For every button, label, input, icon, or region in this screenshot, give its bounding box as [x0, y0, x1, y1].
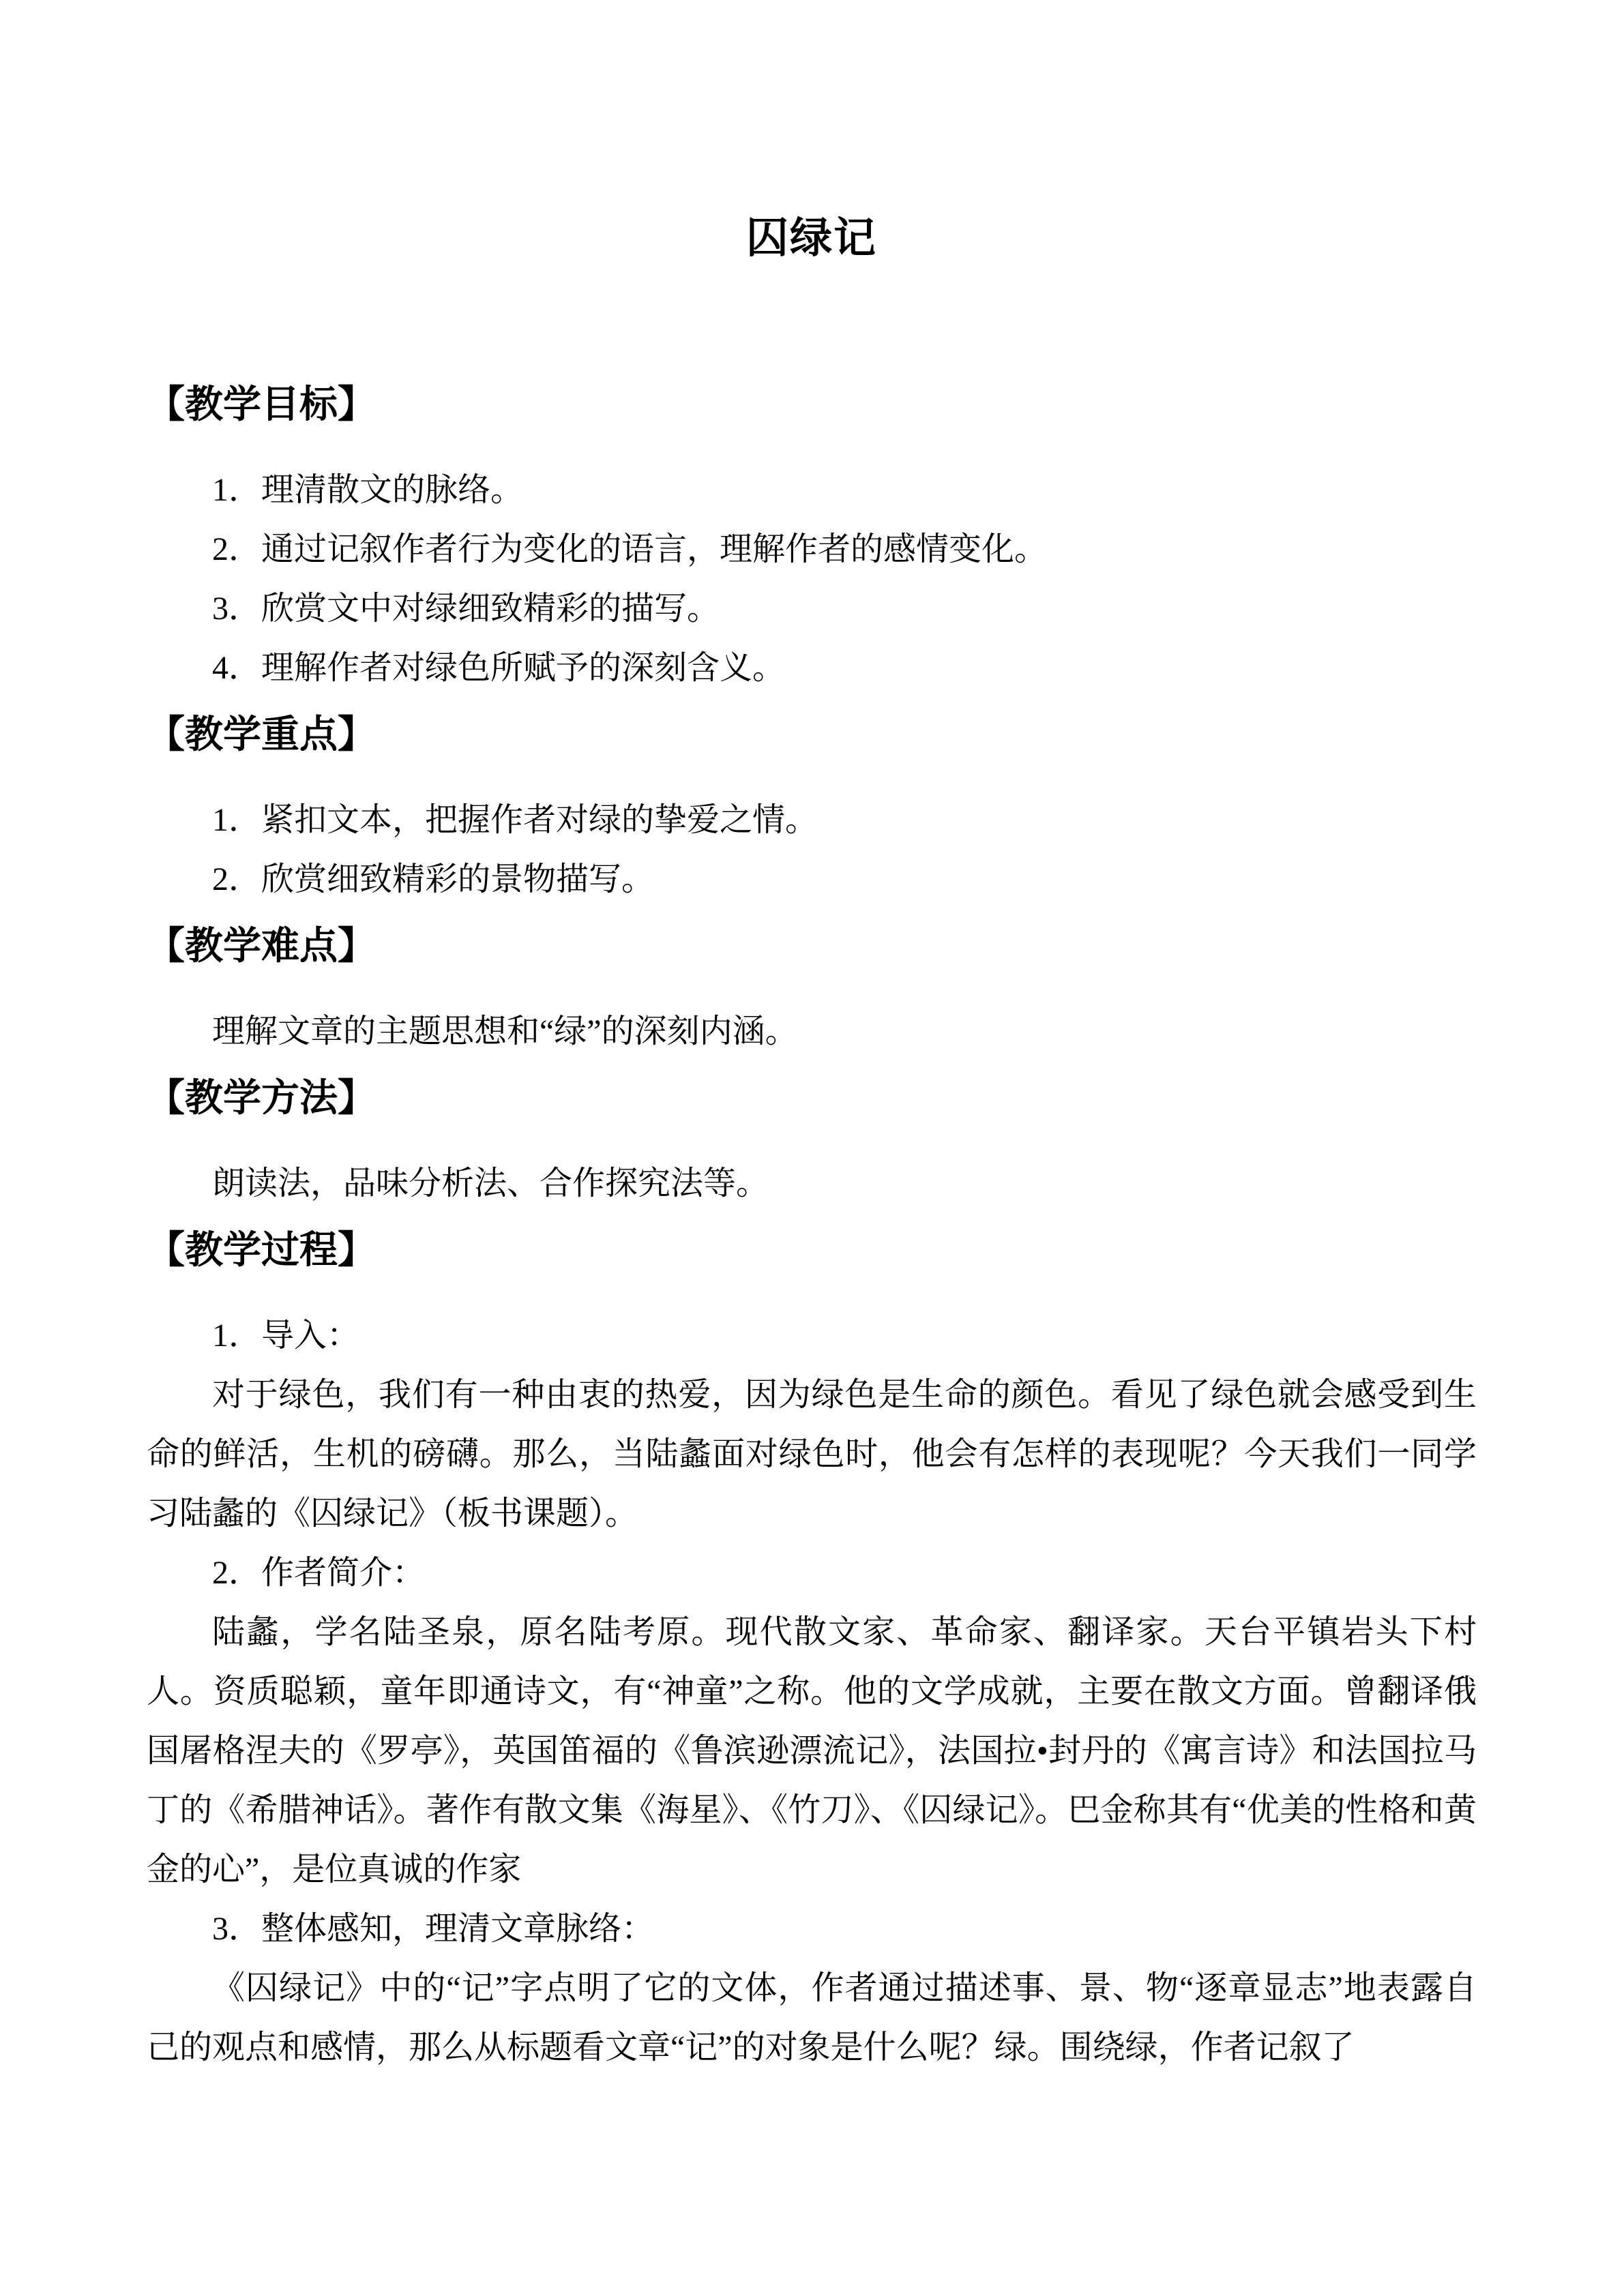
- objective-item-3: 3．欣赏文中对绿细致精彩的描写。: [212, 591, 720, 627]
- process-step-1-label: 1．导入：: [212, 1317, 360, 1354]
- process-step-3-label: 3．整体感知，理清文章脉络：: [212, 1911, 655, 1947]
- method-paragraph: 朗读法，品味分析法、合作探究法等。: [212, 1165, 769, 1202]
- objective-item-4: 4．理解作者对绿色所赋予的深刻含义。: [212, 650, 786, 686]
- focus-item-1: 1．紧扣文本，把握作者对绿的挚爱之情。: [212, 802, 818, 838]
- section-heading-focus: 【教学重点】: [147, 714, 376, 756]
- section-teaching-difficulty: [147, 916, 1477, 1061]
- section-teaching-process: [147, 1220, 1477, 2077]
- document-title: 囚绿记: [745, 215, 877, 262]
- section-teaching-objectives: [147, 374, 1477, 698]
- section-teaching-method: [147, 1068, 1477, 1213]
- section-heading-difficulty: 【教学难点】: [147, 925, 376, 968]
- objective-item-1: 1．理清散文的脉络。: [212, 472, 524, 508]
- section-heading-method: 【教学方法】: [147, 1077, 376, 1120]
- process-step-2-label: 2．作者简介：: [212, 1555, 426, 1591]
- process-step-1-paragraph: 对于绿色，我们有一种由衷的热爱，因为绿色是生命的颜色。看见了绿色就会感受到生命的鲜活，生机的磅礴。那么，当陆蠡面对绿色时，他会有怎样的表现呢？今天我们一同学习陆蠡的《囚绿记》（板书课题）。: [147, 1377, 1477, 1532]
- process-step-3-paragraph: 《囚绿记》中的“记”字点明了它的文体，作者通过描述事、景、物“逐章显志”地表露自己的观点和感情，那么从标题看文章“记”的对象是什么呢？绿。围绕绿，作者记叙了: [147, 1970, 1477, 2066]
- focus-item-2: 2．欣赏细致精彩的景物描写。: [212, 861, 655, 897]
- section-heading-process: 【教学过程】: [147, 1229, 376, 1272]
- section-heading-objectives: 【教学目标】: [147, 384, 376, 426]
- difficulty-paragraph: 理解文章的主题思想和“绿”的深刻内涵。: [212, 1013, 798, 1049]
- process-step-2-paragraph: 陆蠡，学名陆圣泉，原名陆考原。现代散文家、革命家、翻译家。天台平镇岩头下村人。资质聪颖，童年即通诗文，有“神童”之称。他的文学成就，主要在散文方面。曾翻译俄国屠格涅夫的《罗亭》，英国笛福的《鲁滨逊漂流记》，法国拉•封丹的《寓言诗》和法国拉马丁的《希腊神话》。著作有散文集《海星》、《竹刀》、《囚绿记》。巴金称其有“优美的性格和黄金的心”，是位真诚的作家: [147, 1614, 1477, 1888]
- objective-item-2: 2．通过记叙作者行为变化的语言，理解作者的感情变化。: [212, 531, 1048, 567]
- section-teaching-focus: [147, 704, 1477, 909]
